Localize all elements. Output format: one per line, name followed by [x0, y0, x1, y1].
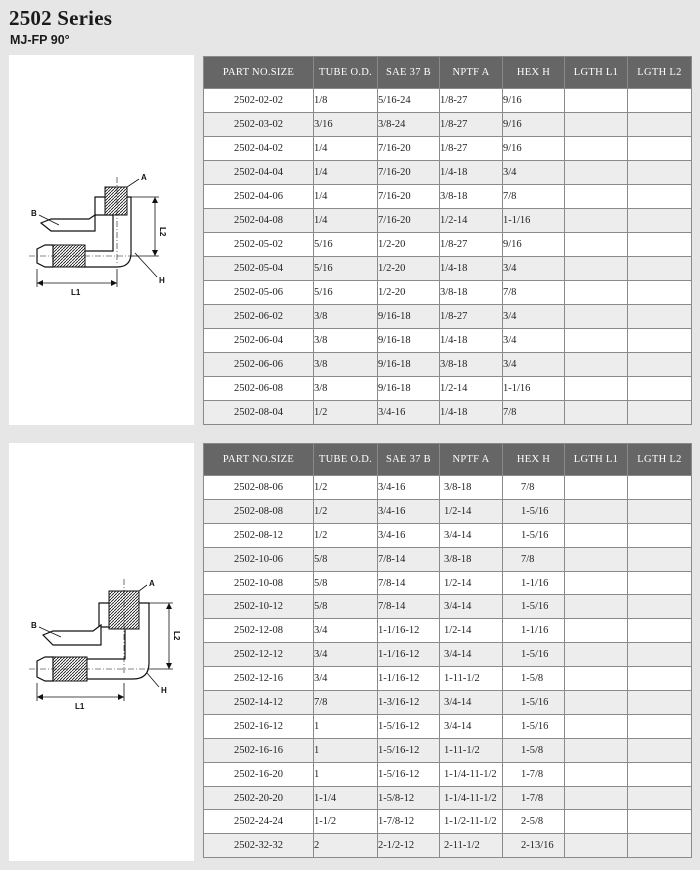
- cell-lgth-l1: [565, 353, 628, 377]
- col-header-lgth-l1: LGTH L1: [565, 57, 628, 89]
- cell-lgth-l1: [565, 523, 628, 547]
- cell-tube-od: 1/4: [314, 185, 378, 209]
- cell-hex: 3/4: [503, 329, 565, 353]
- cell-part-no: 2502-16-20: [204, 762, 314, 786]
- cell-lgth-l1: [565, 667, 628, 691]
- table-row: [204, 113, 692, 137]
- cell-tube-od: 3/4: [314, 667, 378, 691]
- cell-lgth-l2: [628, 786, 692, 810]
- cell-nptf: 1/2-14: [440, 619, 503, 643]
- cell-tube-od: 1: [314, 738, 378, 762]
- table-row: [204, 401, 692, 425]
- cell-hex: 2-13/16: [503, 834, 565, 858]
- cell-nptf: 1-11-1/2: [440, 667, 503, 691]
- cell-part-no: 2502-12-08: [204, 619, 314, 643]
- cell-hex: 1-7/8: [503, 762, 565, 786]
- cell-tube-od: 5/16: [314, 281, 378, 305]
- table-header-row: [204, 57, 692, 89]
- cell-tube-od: 1/2: [314, 499, 378, 523]
- table-row: [204, 619, 692, 643]
- cell-hex: 1-5/8: [503, 738, 565, 762]
- cell-part-no: 2502-20-20: [204, 786, 314, 810]
- table-row: [204, 137, 692, 161]
- cell-part-no: 2502-05-02: [204, 233, 314, 257]
- cell-nptf: 1/2-14: [440, 499, 503, 523]
- cell-nptf: 1-1/2-11-1/2: [440, 810, 503, 834]
- table-row: [204, 714, 692, 738]
- cell-tube-od: 1/8: [314, 89, 378, 113]
- cell-lgth-l2: [628, 401, 692, 425]
- cell-sae: 1/2-20: [378, 233, 440, 257]
- cell-sae: 9/16-18: [378, 377, 440, 401]
- cell-sae: 1/2-20: [378, 257, 440, 281]
- cell-lgth-l1: [565, 762, 628, 786]
- table-row: [204, 89, 692, 113]
- cell-lgth-l2: [628, 353, 692, 377]
- cell-part-no: 2502-04-02: [204, 137, 314, 161]
- cell-tube-od: 1: [314, 762, 378, 786]
- cell-part-no: 2502-08-08: [204, 499, 314, 523]
- cell-tube-od: 1: [314, 714, 378, 738]
- cell-part-no: 2502-16-16: [204, 738, 314, 762]
- diagram-label-a-2: A: [149, 579, 155, 588]
- cell-nptf: 3/4-14: [440, 691, 503, 715]
- cell-part-no: 2502-14-12: [204, 691, 314, 715]
- cell-sae: 1-5/16-12: [378, 738, 440, 762]
- table-row: [204, 571, 692, 595]
- cell-part-no: 2502-10-08: [204, 571, 314, 595]
- diagram-label-l1-2: L1: [75, 702, 85, 711]
- col-header-nptf: NPTF A: [440, 444, 503, 476]
- cell-lgth-l2: [628, 667, 692, 691]
- cell-lgth-l2: [628, 547, 692, 571]
- cell-lgth-l2: [628, 691, 692, 715]
- cell-nptf: 3/8-18: [440, 185, 503, 209]
- cell-hex: 9/16: [503, 113, 565, 137]
- cell-nptf: 3/4-14: [440, 595, 503, 619]
- cell-sae: 5/16-24: [378, 89, 440, 113]
- cell-lgth-l1: [565, 499, 628, 523]
- cell-nptf: 1/8-27: [440, 233, 503, 257]
- table-row: [204, 667, 692, 691]
- cell-sae: 1-1/16-12: [378, 619, 440, 643]
- cell-lgth-l1: [565, 643, 628, 667]
- cell-part-no: 2502-10-06: [204, 547, 314, 571]
- col-header-lgth-l2: LGTH L2: [628, 444, 692, 476]
- col-header-lgth-l2: LGTH L2: [628, 57, 692, 89]
- cell-tube-od: 1/2: [314, 476, 378, 500]
- cell-hex: 3/4: [503, 161, 565, 185]
- cell-sae: 1-7/8-12: [378, 810, 440, 834]
- cell-part-no: 2502-10-12: [204, 595, 314, 619]
- cell-sae: 1-5/16-12: [378, 714, 440, 738]
- diagram-label-l1: L1: [71, 288, 81, 297]
- col-header-lgth-l1: LGTH L1: [565, 444, 628, 476]
- table-row: [204, 523, 692, 547]
- cell-hex: 1-1/16: [503, 571, 565, 595]
- cell-part-no: 2502-04-04: [204, 161, 314, 185]
- cell-hex: 7/8: [503, 547, 565, 571]
- elbow-fitting-diagram: [9, 165, 194, 325]
- cell-part-no: 2502-08-06: [204, 476, 314, 500]
- cell-sae: 1-1/16-12: [378, 643, 440, 667]
- cell-sae: 7/8-14: [378, 595, 440, 619]
- cell-lgth-l1: [565, 257, 628, 281]
- table-row: [204, 161, 692, 185]
- cell-lgth-l2: [628, 762, 692, 786]
- col-header-sae: SAE 37 B: [378, 57, 440, 89]
- cell-nptf: 3/8-18: [440, 476, 503, 500]
- cell-tube-od: 3/8: [314, 353, 378, 377]
- cell-part-no: 2502-06-04: [204, 329, 314, 353]
- cell-nptf: 1/4-18: [440, 401, 503, 425]
- cell-sae: 3/4-16: [378, 476, 440, 500]
- cell-hex: 1-5/16: [503, 595, 565, 619]
- cell-hex: 1-5/16: [503, 523, 565, 547]
- cell-sae: 2-1/2-12: [378, 834, 440, 858]
- cell-lgth-l2: [628, 233, 692, 257]
- cell-nptf: 1/2-14: [440, 377, 503, 401]
- cell-part-no: 2502-08-04: [204, 401, 314, 425]
- cell-lgth-l2: [628, 834, 692, 858]
- cell-tube-od: 3/8: [314, 329, 378, 353]
- cell-tube-od: 5/16: [314, 257, 378, 281]
- col-header-hex: HEX H: [503, 57, 565, 89]
- cell-part-no: 2502-12-12: [204, 643, 314, 667]
- col-header-nptf: NPTF A: [440, 57, 503, 89]
- spec-table-2: [203, 443, 692, 858]
- cell-hex: 9/16: [503, 233, 565, 257]
- cell-lgth-l1: [565, 547, 628, 571]
- diagram-label-b-2: B: [31, 621, 37, 630]
- cell-lgth-l1: [565, 834, 628, 858]
- table-row: [204, 547, 692, 571]
- cell-sae: 7/16-20: [378, 161, 440, 185]
- table-header-row: [204, 444, 692, 476]
- cell-tube-od: 5/8: [314, 571, 378, 595]
- cell-nptf: 1/4-18: [440, 257, 503, 281]
- cell-lgth-l1: [565, 691, 628, 715]
- cell-sae: 9/16-18: [378, 353, 440, 377]
- cell-tube-od: 3/4: [314, 643, 378, 667]
- cell-nptf: 1/8-27: [440, 89, 503, 113]
- table-row: [204, 353, 692, 377]
- cell-lgth-l2: [628, 738, 692, 762]
- cell-nptf: 3/4-14: [440, 643, 503, 667]
- table-row: [204, 595, 692, 619]
- cell-lgth-l1: [565, 476, 628, 500]
- table-row: [204, 305, 692, 329]
- cell-part-no: 2502-12-16: [204, 667, 314, 691]
- cell-sae: 3/8-24: [378, 113, 440, 137]
- cell-lgth-l1: [565, 595, 628, 619]
- cell-tube-od: 3/16: [314, 113, 378, 137]
- cell-sae: 7/16-20: [378, 209, 440, 233]
- cell-nptf: 1/4-18: [440, 161, 503, 185]
- cell-lgth-l2: [628, 499, 692, 523]
- table-row: [204, 810, 692, 834]
- cell-hex: 3/4: [503, 257, 565, 281]
- cell-sae: 7/16-20: [378, 185, 440, 209]
- cell-lgth-l2: [628, 161, 692, 185]
- table-row: [204, 499, 692, 523]
- table-row: [204, 281, 692, 305]
- cell-lgth-l1: [565, 185, 628, 209]
- cell-part-no: 2502-06-08: [204, 377, 314, 401]
- cell-tube-od: 5/16: [314, 233, 378, 257]
- cell-lgth-l2: [628, 523, 692, 547]
- cell-tube-od: 1-1/2: [314, 810, 378, 834]
- cell-tube-od: 5/8: [314, 595, 378, 619]
- cell-lgth-l1: [565, 571, 628, 595]
- cell-lgth-l1: [565, 401, 628, 425]
- cell-hex: 1-5/16: [503, 643, 565, 667]
- diagram-label-b: B: [31, 209, 37, 218]
- cell-hex: 7/8: [503, 185, 565, 209]
- cell-lgth-l2: [628, 209, 692, 233]
- cell-sae: 3/4-16: [378, 499, 440, 523]
- diagram-label-l2-2: L2: [172, 631, 181, 641]
- col-header-sae: SAE 37 B: [378, 444, 440, 476]
- cell-tube-od: 1/4: [314, 209, 378, 233]
- cell-lgth-l1: [565, 738, 628, 762]
- cell-lgth-l1: [565, 619, 628, 643]
- cell-sae: 9/16-18: [378, 305, 440, 329]
- diagram-label-l2: L2: [158, 227, 167, 237]
- cell-sae: 1-1/16-12: [378, 667, 440, 691]
- cell-hex: 3/4: [503, 305, 565, 329]
- cell-hex: 1-5/16: [503, 714, 565, 738]
- table-row: [204, 834, 692, 858]
- cell-tube-od: 1/2: [314, 401, 378, 425]
- cell-lgth-l1: [565, 209, 628, 233]
- cell-hex: 3/4: [503, 353, 565, 377]
- cell-hex: 1-5/16: [503, 499, 565, 523]
- cell-lgth-l2: [628, 89, 692, 113]
- cell-nptf: 1-1/4-11-1/2: [440, 786, 503, 810]
- cell-tube-od: 7/8: [314, 691, 378, 715]
- cell-hex: 7/8: [503, 476, 565, 500]
- cell-part-no: 2502-03-02: [204, 113, 314, 137]
- col-header-part-no: PART NO.SIZE: [204, 57, 314, 89]
- cell-lgth-l1: [565, 329, 628, 353]
- cell-lgth-l1: [565, 377, 628, 401]
- cell-lgth-l2: [628, 329, 692, 353]
- col-header-part-no: PART NO.SIZE: [204, 444, 314, 476]
- cell-part-no: 2502-04-06: [204, 185, 314, 209]
- table-row: [204, 476, 692, 500]
- cell-part-no: 2502-05-06: [204, 281, 314, 305]
- cell-tube-od: 3/8: [314, 377, 378, 401]
- cell-lgth-l1: [565, 810, 628, 834]
- cell-tube-od: 1/4: [314, 137, 378, 161]
- diagram-label-h: H: [159, 276, 165, 285]
- cell-nptf: 1/2-14: [440, 571, 503, 595]
- cell-part-no: 2502-05-04: [204, 257, 314, 281]
- table-row: [204, 786, 692, 810]
- page-title: 2502 Series: [9, 6, 113, 30]
- cell-lgth-l1: [565, 137, 628, 161]
- cell-sae: 3/4-16: [378, 523, 440, 547]
- cell-nptf: 1-1/4-11-1/2: [440, 762, 503, 786]
- col-header-tube-od: TUBE O.D.: [314, 57, 378, 89]
- cell-lgth-l1: [565, 305, 628, 329]
- cell-tube-od: 1-1/4: [314, 786, 378, 810]
- cell-nptf: 1/2-14: [440, 209, 503, 233]
- cell-part-no: 2502-06-06: [204, 353, 314, 377]
- cell-part-no: 2502-24-24: [204, 810, 314, 834]
- cell-sae: 7/8-14: [378, 571, 440, 595]
- cell-lgth-l2: [628, 619, 692, 643]
- cell-hex: 1-5/16: [503, 691, 565, 715]
- cell-nptf: 1-11-1/2: [440, 738, 503, 762]
- cell-part-no: 2502-32-32: [204, 834, 314, 858]
- cell-lgth-l1: [565, 113, 628, 137]
- diagram-panel-1: [9, 55, 194, 425]
- cell-lgth-l2: [628, 113, 692, 137]
- cell-lgth-l2: [628, 377, 692, 401]
- cell-sae: 3/4-16: [378, 401, 440, 425]
- cell-lgth-l2: [628, 595, 692, 619]
- cell-lgth-l2: [628, 281, 692, 305]
- cell-sae: 7/8-14: [378, 547, 440, 571]
- cell-nptf: 1/8-27: [440, 137, 503, 161]
- cell-lgth-l1: [565, 281, 628, 305]
- cell-part-no: 2502-02-02: [204, 89, 314, 113]
- diagram-panel-2: [9, 443, 194, 861]
- cell-nptf: 2-11-1/2: [440, 834, 503, 858]
- table-row: [204, 738, 692, 762]
- table-row: [204, 329, 692, 353]
- table-row: [204, 377, 692, 401]
- cell-hex: 1-1/16: [503, 209, 565, 233]
- col-header-hex: HEX H: [503, 444, 565, 476]
- cell-lgth-l1: [565, 89, 628, 113]
- cell-nptf: 3/8-18: [440, 547, 503, 571]
- cell-tube-od: 1/2: [314, 523, 378, 547]
- cell-lgth-l2: [628, 643, 692, 667]
- cell-lgth-l1: [565, 233, 628, 257]
- cell-nptf: 3/8-18: [440, 281, 503, 305]
- cell-sae: 1-5/16-12: [378, 762, 440, 786]
- table-row: [204, 643, 692, 667]
- cell-sae: 1-3/16-12: [378, 691, 440, 715]
- cell-hex: 1-5/8: [503, 667, 565, 691]
- cell-nptf: 3/4-14: [440, 714, 503, 738]
- cell-lgth-l1: [565, 786, 628, 810]
- cell-lgth-l2: [628, 185, 692, 209]
- cell-lgth-l1: [565, 714, 628, 738]
- cell-lgth-l2: [628, 257, 692, 281]
- cell-part-no: 2502-04-08: [204, 209, 314, 233]
- cell-sae: 1/2-20: [378, 281, 440, 305]
- cell-part-no: 2502-16-12: [204, 714, 314, 738]
- cell-nptf: 3/4-14: [440, 523, 503, 547]
- cell-lgth-l2: [628, 810, 692, 834]
- page-subtitle: MJ-FP 90°: [10, 33, 70, 47]
- cell-lgth-l2: [628, 137, 692, 161]
- cell-lgth-l2: [628, 305, 692, 329]
- cell-tube-od: 3/4: [314, 619, 378, 643]
- cell-lgth-l2: [628, 571, 692, 595]
- cell-sae: 9/16-18: [378, 329, 440, 353]
- cell-tube-od: 1/4: [314, 161, 378, 185]
- cell-nptf: 3/8-18: [440, 353, 503, 377]
- cell-tube-od: 5/8: [314, 547, 378, 571]
- cell-tube-od: 2: [314, 834, 378, 858]
- cell-hex: 7/8: [503, 401, 565, 425]
- cell-nptf: 1/8-27: [440, 113, 503, 137]
- cell-hex: 9/16: [503, 137, 565, 161]
- cell-hex: 1-1/16: [503, 619, 565, 643]
- cell-part-no: 2502-06-02: [204, 305, 314, 329]
- spec-table-1: [203, 56, 692, 425]
- table-row: [204, 691, 692, 715]
- cell-sae: 7/16-20: [378, 137, 440, 161]
- cell-hex: 7/8: [503, 281, 565, 305]
- cell-lgth-l2: [628, 714, 692, 738]
- table-row: [204, 762, 692, 786]
- cell-part-no: 2502-08-12: [204, 523, 314, 547]
- cell-nptf: 1/4-18: [440, 329, 503, 353]
- table-row: [204, 209, 692, 233]
- col-header-tube-od: TUBE O.D.: [314, 444, 378, 476]
- cell-hex: 1-7/8: [503, 786, 565, 810]
- cell-hex: 2-5/8: [503, 810, 565, 834]
- elbow-fitting-diagram-large: [9, 563, 194, 723]
- cell-nptf: 1/8-27: [440, 305, 503, 329]
- cell-hex: 9/16: [503, 89, 565, 113]
- diagram-label-a: A: [141, 173, 147, 182]
- table-row: [204, 185, 692, 209]
- table-row: [204, 257, 692, 281]
- cell-sae: 1-5/8-12: [378, 786, 440, 810]
- cell-lgth-l1: [565, 161, 628, 185]
- cell-hex: 1-1/16: [503, 377, 565, 401]
- table-row: [204, 233, 692, 257]
- cell-lgth-l2: [628, 476, 692, 500]
- cell-tube-od: 3/8: [314, 305, 378, 329]
- diagram-label-h-2: H: [161, 686, 167, 695]
